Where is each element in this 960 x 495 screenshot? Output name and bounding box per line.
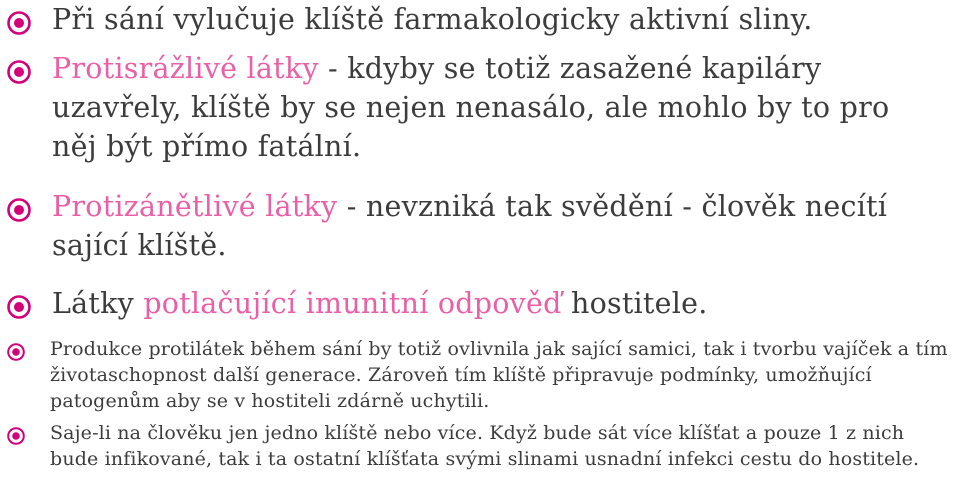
bullet-text-4 (52, 284, 940, 323)
bullet-text: Při sání vylučuje klíště farmakologicky aktivní sliny. (52, 3, 813, 36)
bullet-item-3 (0, 187, 940, 265)
bullet-text-2 (52, 49, 940, 166)
bullet-text: Látky (52, 287, 144, 320)
highlight-text: potlačující imunitní odpověď (143, 287, 562, 320)
radio-bullet-icon (6, 59, 32, 85)
bullet-text-6 (50, 420, 950, 472)
bullet-item-2 (0, 49, 940, 166)
bullet-text: Produkce protilátek během sání by totiž ovlivnila jak sající samici, tak i tvorbu vajíček a tím životaschopnost další generace. Zároveň tím klíště připravuje podmínky, umožňující patogenům aby se v hostiteli zdárně uchytili. (50, 338, 948, 412)
highlight-text: Protizánětlivé látky (52, 190, 338, 223)
bullet-item-1 (0, 0, 940, 39)
bullet-text-3 (52, 187, 940, 265)
bullet-item-5 (0, 336, 950, 414)
bullet-item-6 (0, 420, 950, 472)
bullet-text-5 (50, 336, 950, 414)
bullet-text: hostitele. (561, 287, 708, 320)
radio-bullet-icon (6, 294, 32, 320)
radio-bullet-icon (6, 197, 32, 223)
bullet-item-4 (0, 284, 940, 323)
radio-bullet-icon (6, 426, 26, 446)
radio-bullet-icon (6, 10, 32, 36)
bullet-text-1 (52, 0, 940, 39)
bullet-text: Saje-li na člověku jen jedno klíště nebo více. Když bude sát více klíšťat a pouze 1 z nich bude infikované, tak i ta ostatní klíšťata svými slinami usnadní infekci cestu do hostitele. (50, 422, 920, 470)
highlight-text: Protisrážlivé látky (52, 52, 319, 85)
radio-bullet-icon (6, 342, 26, 362)
bullet-text: - nevzniká tak svědění - člověk necítí sající klíště. (52, 190, 888, 262)
bullet-text: - kdyby se totiž zasažené kapiláry uzavřely, klíště by se nejen nenasálo, ale mohlo by to pro něj být přímo fatální. (52, 52, 890, 163)
